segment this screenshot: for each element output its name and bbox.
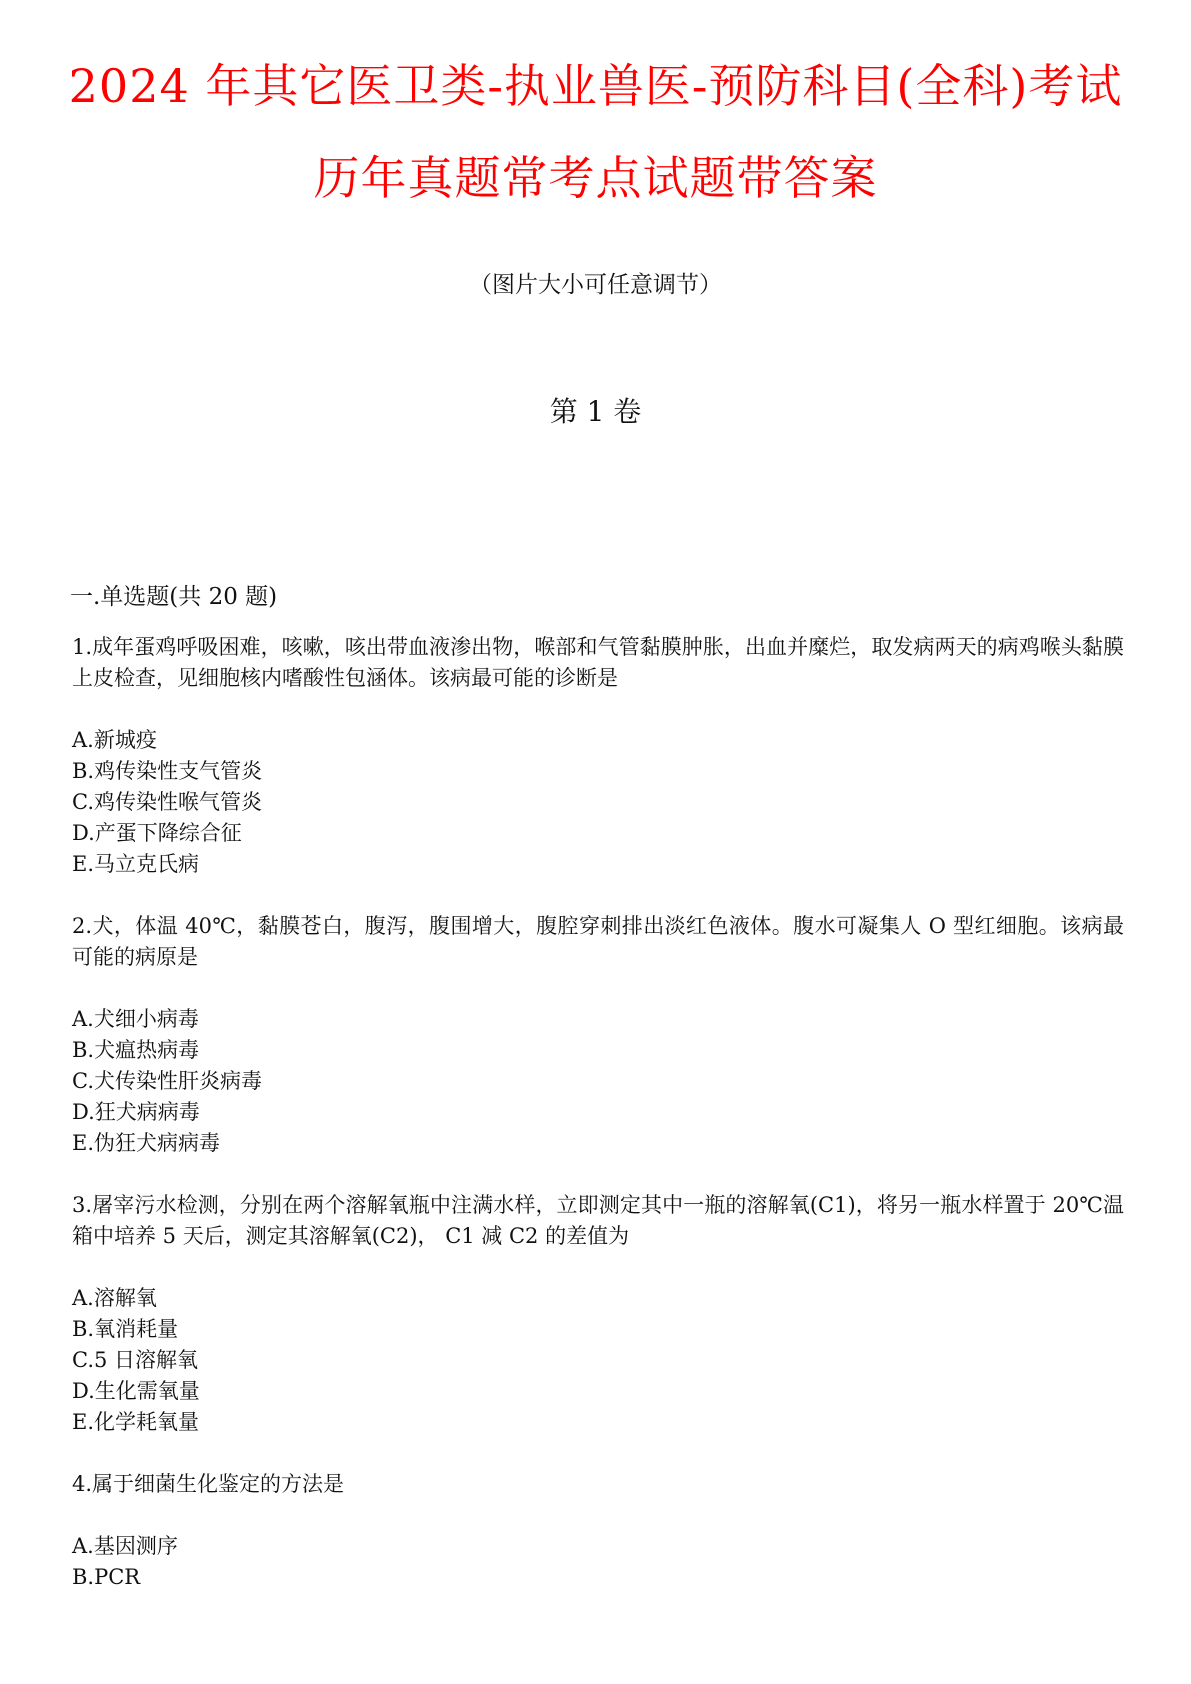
option-c: C.5 日溶解氧: [72, 1348, 199, 1372]
question-2: [72, 911, 1124, 1159]
option-e: E.化学耗氧量: [72, 1410, 200, 1434]
option-b: B.犬瘟热病毒: [72, 1038, 200, 1062]
question-4: [72, 1469, 1124, 1593]
option-a: A.溶解氧: [72, 1286, 157, 1310]
option-b: B.氧消耗量: [72, 1317, 179, 1341]
option-a: A.犬细小病毒: [72, 1007, 199, 1031]
document-title-line-1: 2024 年其它医卫类-执业兽医-预防科目(全科)考试: [68, 59, 1123, 113]
document-title-line-2: 历年真题常考点试题带答案: [313, 151, 878, 205]
option-c: C.鸡传染性喉气管炎: [72, 790, 262, 814]
option-b: B.鸡传染性支气管炎: [72, 759, 263, 783]
question-stem: 2.犬，体温 40℃，黏膜苍白，腹泻，腹围增大，腹腔穿刺排出淡红色液体。腹水可凝集人 O 型红细胞。该病最可能的病原是: [72, 914, 1124, 969]
question-list: [72, 632, 1124, 1624]
section-heading: 一.单选题(共 20 题): [70, 584, 278, 610]
option-e: E.伪狂犬病病毒: [72, 1131, 221, 1155]
image-size-note: （图片大小可任意调节）: [469, 272, 722, 298]
question-stem: 3.屠宰污水检测，分别在两个溶解氧瓶中注满水样，立即测定其中一瓶的溶解氧(C1)，将另一瓶水样置于 20℃温箱中培养 5 天后，测定其溶解氧(C2)， C1 减 C2 的差值为: [72, 1193, 1124, 1248]
option-a: A.基因测序: [72, 1534, 178, 1558]
volume-heading: 第 1 卷: [549, 395, 642, 428]
question-stem: 4.属于细菌生化鉴定的方法是: [72, 1472, 345, 1496]
question-3: [72, 1190, 1124, 1438]
option-d: D.生化需氧量: [72, 1379, 200, 1403]
option-c: C.犬传染性肝炎病毒: [72, 1069, 262, 1093]
option-e: E.马立克氏病: [72, 852, 200, 876]
question-stem: 1.成年蛋鸡呼吸困难，咳嗽，咳出带血液渗出物，喉部和气管黏膜肿胀，出血并糜烂，取发病两天的病鸡喉头黏膜上皮检查，见细胞核内嗜酸性包涵体。该病最可能的诊断是: [72, 635, 1124, 690]
option-a: A.新城疫: [72, 728, 157, 752]
option-d: D.产蛋下降综合征: [72, 821, 242, 845]
question-1: [72, 632, 1124, 880]
option-b: B.PCR: [72, 1565, 141, 1589]
option-d: D.狂犬病病毒: [72, 1100, 200, 1124]
